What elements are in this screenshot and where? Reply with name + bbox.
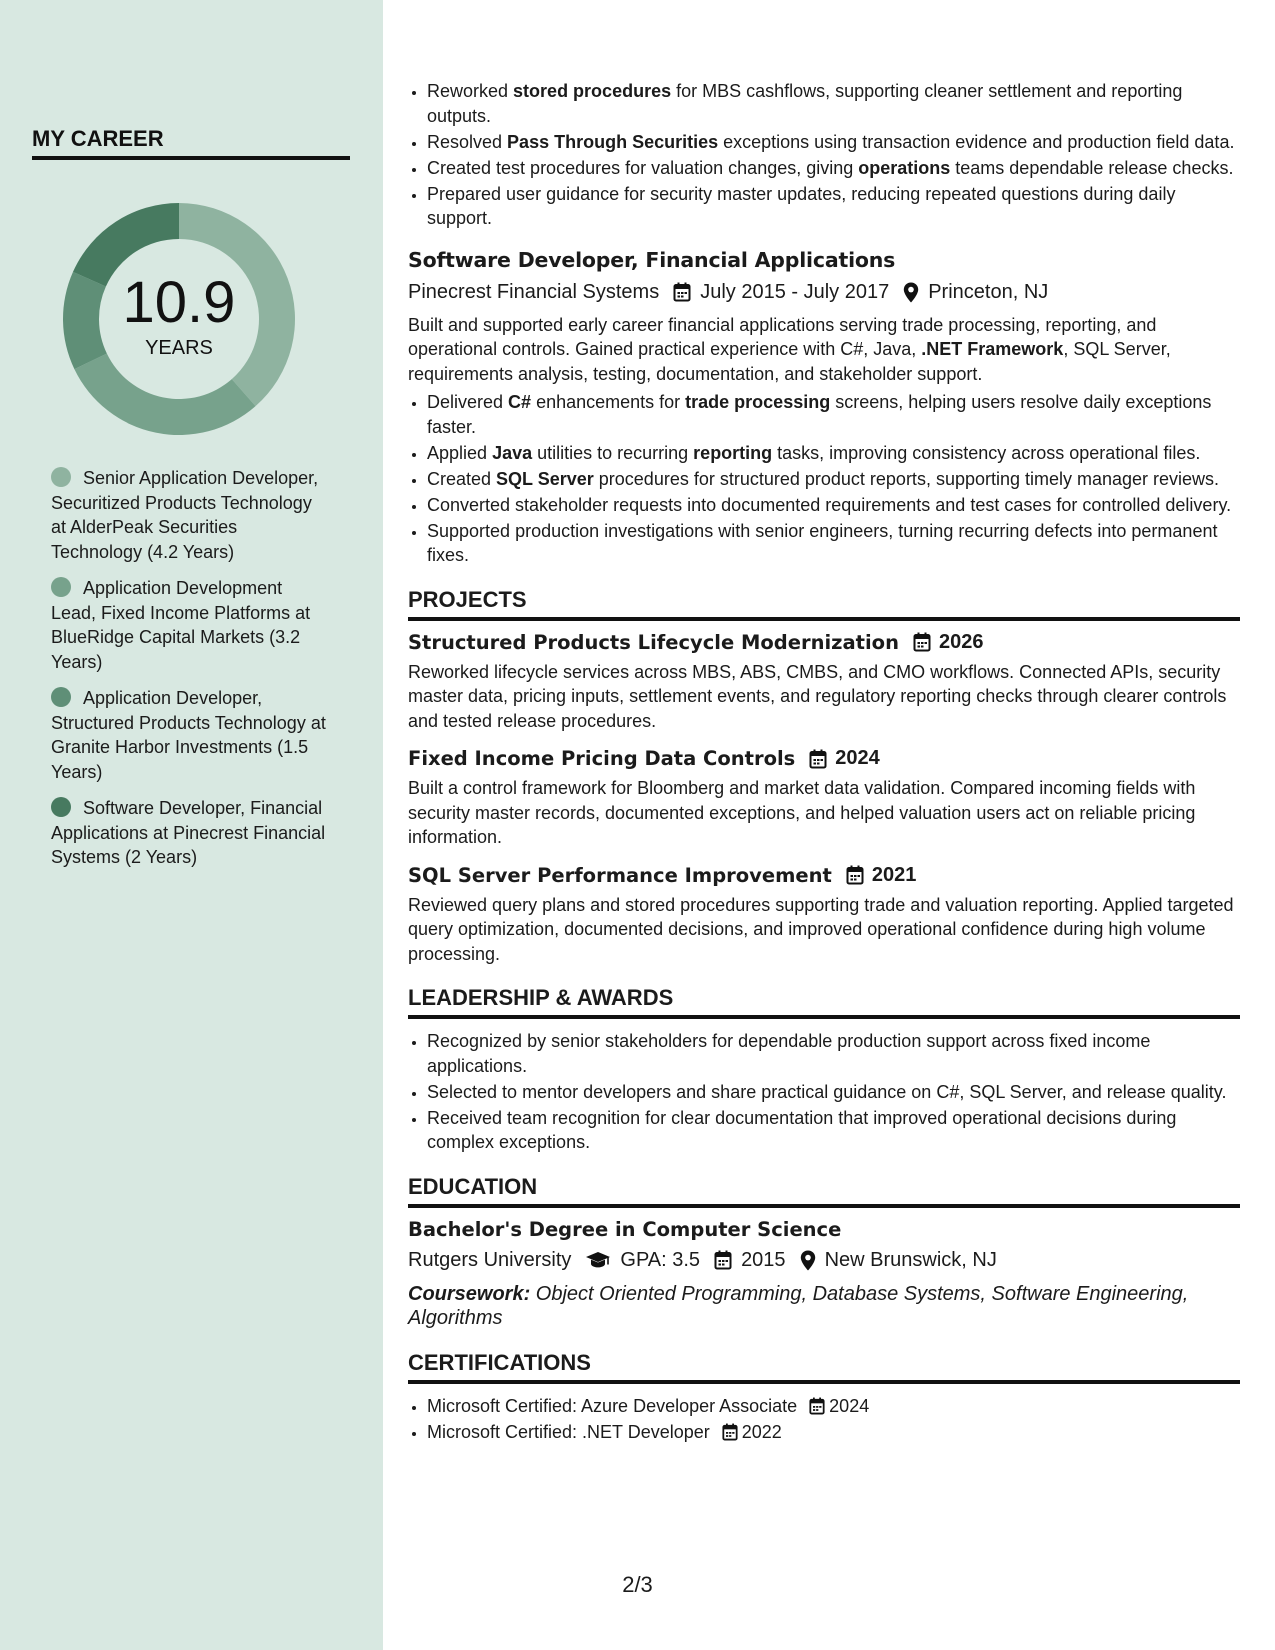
page-number-text: 2/3 bbox=[622, 1572, 653, 1597]
coursework bbox=[408, 1282, 1240, 1331]
legend-item bbox=[51, 686, 331, 784]
project-name: Fixed Income Pricing Data Controls bbox=[408, 747, 796, 770]
calendar-icon bbox=[809, 749, 827, 769]
calendar-icon bbox=[913, 632, 931, 652]
project-name: SQL Server Performance Improvement bbox=[408, 863, 832, 887]
calendar-icon bbox=[714, 1250, 732, 1270]
donut-segment bbox=[74, 354, 255, 435]
bold-text: .NET Framework bbox=[921, 339, 1064, 359]
text: Prepared user guidance for security master updates, reducing repeated questions during daily support. bbox=[427, 183, 1176, 228]
project-title bbox=[408, 747, 1240, 770]
project-desc: Reviewed query plans and stored procedures supporting trade and valuation reporting. Applied targeted query optimization, documented decisions, and improved operational confidence during high volume processing. bbox=[408, 894, 1234, 964]
gpa: GPA: 3.5 bbox=[620, 1248, 701, 1271]
degree-title: Bachelor's Degree in Computer Science bbox=[408, 1217, 842, 1241]
job-bullets bbox=[408, 390, 1240, 568]
legend-item bbox=[51, 576, 331, 674]
cert-name: • Microsoft Certified: Azure Developer Associate bbox=[427, 1395, 798, 1416]
education-heading: EDUCATION bbox=[408, 1174, 1240, 1208]
job-summary bbox=[408, 313, 1240, 387]
text: , SQL Server, requirements analysis, testing, documentation, and stakeholder support. bbox=[408, 339, 1171, 384]
text: Converted stakeholder requests into documented requirements and test cases for controlled delivery. bbox=[427, 494, 1232, 515]
job-meta bbox=[408, 281, 1240, 304]
main-content bbox=[408, 79, 1240, 1446]
career-donut-chart bbox=[62, 202, 296, 436]
coursework-list: Object Oriented Programming, Database Systems, Software Engineering, Algorithms bbox=[408, 1282, 1189, 1329]
project-desc: Reworked lifecycle services across MBS, ABS, CMBS, and CMO workflows. Connected APIs, security master data, pricing inputs, settlement events, and regulatory reporting checks through clearer controls and tested release procedures. bbox=[408, 661, 1227, 731]
leadership-bullets bbox=[408, 1029, 1240, 1155]
experience-bullets-continued bbox=[408, 79, 1240, 231]
bold-text: Java bbox=[492, 442, 533, 463]
legend-dot bbox=[51, 687, 71, 707]
text: tasks, improving consistency across operational files. bbox=[772, 442, 1201, 463]
project-year: 2026 bbox=[938, 630, 984, 653]
legend-dot bbox=[51, 797, 71, 817]
calendar-icon bbox=[846, 865, 864, 885]
years-label: YEARS bbox=[145, 337, 213, 359]
legend-label: Application Development Lead, Fixed Income Platforms at BlueRidge Capital Markets (3.2 Years) bbox=[51, 578, 311, 672]
project-year: 2024 bbox=[835, 747, 880, 769]
legend-item bbox=[51, 466, 331, 564]
career-heading: MY CAREER bbox=[32, 126, 350, 160]
donut-segment bbox=[63, 272, 107, 369]
list-item bbox=[427, 390, 1240, 439]
text: teams dependable release checks. bbox=[950, 157, 1234, 178]
job-dates: July 2015 - July 2017 bbox=[700, 280, 890, 303]
bold-text: Pass Through Securities bbox=[507, 131, 719, 152]
job-title: Software Developer, Financial Applications bbox=[408, 247, 896, 272]
text: Supported production investigations with senior engineers, turning recurring defects into permanent fixes. bbox=[427, 520, 1218, 565]
list-item: • Selected to mentor developers and share practical guidance on C#, SQL Server, and release quality. bbox=[427, 1080, 1240, 1105]
text: Applied bbox=[427, 442, 493, 463]
legend-item bbox=[51, 796, 331, 870]
education-meta bbox=[408, 1249, 1240, 1272]
projects-heading: PROJECTS bbox=[408, 587, 1240, 621]
company: Pinecrest Financial Systems bbox=[408, 280, 660, 303]
legend-label: Application Developer, Structured Products Technology at Granite Harbor Investments (1.5 Years) bbox=[51, 688, 326, 782]
text: exceptions using transaction evidence and production field data. bbox=[718, 131, 1235, 152]
coursework-label: Coursework: bbox=[408, 1282, 531, 1305]
map-pin-icon bbox=[800, 1250, 816, 1271]
list-item bbox=[427, 1394, 1240, 1419]
calendar-icon bbox=[809, 1397, 825, 1415]
career-legend bbox=[51, 466, 331, 882]
list-item: • Received team recognition for clear documentation that improved operational decisions during complex exceptions. bbox=[427, 1106, 1240, 1155]
text: for MBS cashflows, supporting cleaner settlement and reporting outputs. bbox=[427, 81, 1183, 126]
list-item bbox=[427, 493, 1240, 518]
legend-dot bbox=[51, 467, 71, 487]
bold-text: stored procedures bbox=[513, 81, 672, 101]
cert-year: 2022 bbox=[741, 1421, 782, 1442]
graduation-cap-icon bbox=[585, 1251, 611, 1269]
text: Resolved bbox=[427, 131, 508, 152]
cert-name: • Microsoft Certified: .NET Developer bbox=[427, 1421, 710, 1442]
grad-year: 2015 bbox=[741, 1248, 786, 1271]
list-item bbox=[427, 467, 1240, 492]
text: Reworked bbox=[427, 81, 514, 101]
bold-text: operations bbox=[858, 157, 951, 178]
map-pin-icon bbox=[903, 282, 919, 303]
list-item bbox=[427, 519, 1240, 568]
project-title bbox=[408, 631, 1240, 654]
bold-text: trade processing bbox=[685, 392, 831, 412]
text: procedures for structured product reports, supporting timely manager reviews. bbox=[593, 468, 1220, 489]
bold-text: C# bbox=[508, 392, 532, 412]
project-title bbox=[408, 864, 1240, 887]
total-years-value: 10.9 bbox=[122, 270, 236, 335]
list-item bbox=[427, 1420, 1240, 1445]
list-item bbox=[427, 79, 1240, 128]
calendar-icon bbox=[722, 1423, 738, 1441]
text: Created test procedures for valuation changes, giving bbox=[427, 157, 859, 178]
cert-year: 2024 bbox=[829, 1395, 870, 1416]
job-location: Princeton, NJ bbox=[928, 280, 1049, 303]
project-desc: Built a control framework for Bloomberg and market data validation. Compared incoming fields with security master records, documented exceptions, and helped valuation users act on reliable pricing information. bbox=[408, 778, 1196, 847]
page-number bbox=[0, 1572, 1275, 1598]
school-location: New Brunswick, NJ bbox=[824, 1248, 997, 1271]
school: Rutgers University bbox=[408, 1248, 572, 1271]
text: Built and supported early career financial applications serving trade processing, reporting, and operational controls. Gained practical experience with C#, Java, bbox=[408, 314, 1157, 359]
certifications-heading: CERTIFICATIONS bbox=[408, 1350, 1240, 1384]
list-item bbox=[427, 156, 1240, 181]
certification-list bbox=[408, 1394, 1240, 1445]
text: utilities to recurring bbox=[532, 442, 694, 463]
list-item bbox=[427, 441, 1240, 466]
list-item bbox=[427, 182, 1240, 231]
legend-label: Senior Application Developer, Securitized Products Technology at AlderPeak Securities Technology (4.2 Years) bbox=[51, 468, 319, 562]
bold-text: reporting bbox=[693, 442, 773, 463]
bold-text: SQL Server bbox=[496, 468, 594, 489]
text: Delivered bbox=[427, 392, 509, 412]
text: screens, helping users resolve daily exceptions faster. bbox=[427, 392, 1212, 437]
leadership-heading: LEADERSHIP & AWARDS bbox=[408, 985, 1240, 1019]
list-item bbox=[427, 130, 1240, 155]
legend-dot bbox=[51, 577, 71, 597]
project-year: 2021 bbox=[871, 863, 917, 886]
sidebar bbox=[0, 0, 383, 1650]
list-item: • Recognized by senior stakeholders for dependable production support across fixed income applications. bbox=[427, 1029, 1240, 1078]
text: Created bbox=[427, 468, 497, 489]
calendar-icon bbox=[673, 282, 691, 302]
legend-label: Software Developer, Financial Applications at Pinecrest Financial Systems (2 Years) bbox=[51, 798, 326, 867]
text: enhancements for bbox=[531, 392, 686, 412]
project-name: Structured Products Lifecycle Modernization bbox=[408, 630, 899, 654]
